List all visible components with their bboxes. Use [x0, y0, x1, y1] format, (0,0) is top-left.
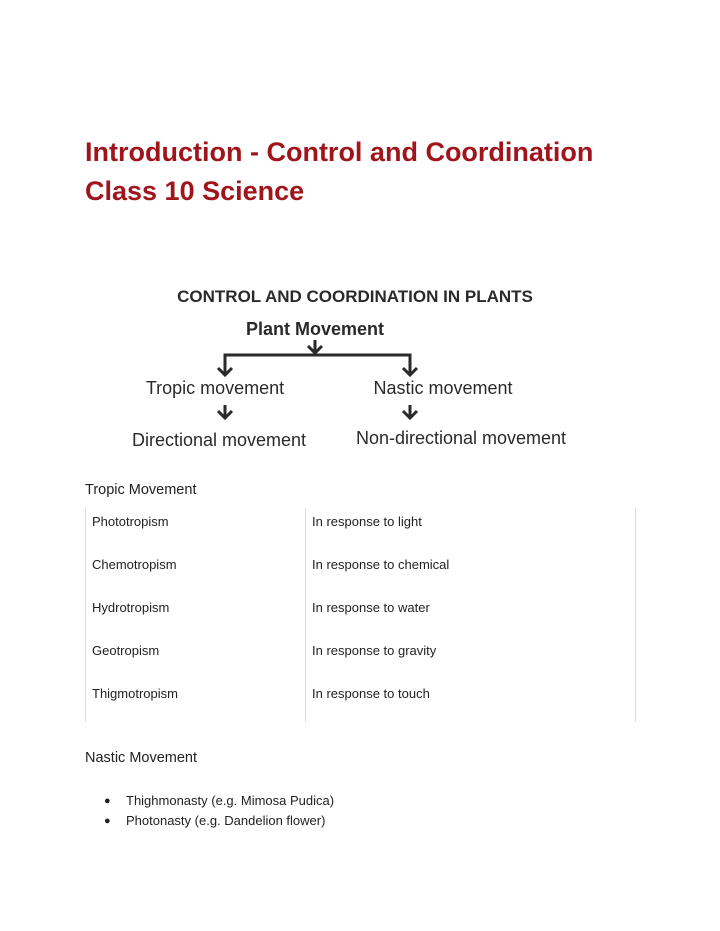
page-title: Introduction - Control and Coordination Class 10 Science [85, 137, 594, 206]
nastic-list [104, 791, 334, 831]
diagram-root: Plant Movement [245, 319, 385, 339]
bullet-icon: ● [104, 815, 111, 827]
diagram-right-branch: Nastic movement [373, 378, 513, 398]
nastic-movement-label: Nastic Movement [85, 750, 198, 766]
diagram-svg [110, 280, 600, 460]
tropism-response: In response to light [306, 508, 636, 551]
tropism-response: In response to touch [306, 680, 636, 722]
list-item-text: Thighmonasty (e.g. Mimosa Pudica) [126, 793, 335, 808]
tropic-table [85, 508, 636, 722]
diagram-heading: CONTROL AND COORDINATION IN PLANTS [177, 287, 533, 306]
diagram-right-leaf: Non-directional movement [355, 428, 567, 448]
plant-movement-diagram [110, 280, 600, 460]
tropism-type: Phototropism [86, 508, 306, 551]
list-item [104, 791, 334, 811]
tropism-type: Thigmotropism [86, 680, 306, 722]
tropism-type: Geotropism [86, 637, 306, 680]
tropism-type: Chemotropism [86, 551, 306, 594]
tropism-type: Hydrotropism [86, 594, 306, 637]
tropism-response: In response to water [306, 594, 636, 637]
tropism-response: In response to chemical [306, 551, 636, 594]
diagram-left-leaf: Directional movement [131, 430, 307, 450]
tropic-movement-label: Tropic Movement [85, 482, 197, 498]
table-row [86, 594, 636, 637]
tropism-response: In response to gravity [306, 637, 636, 680]
bullet-icon: ● [104, 795, 111, 807]
branch-connector [225, 355, 410, 375]
list-item-text: Photonasty (e.g. Dandelion flower) [126, 813, 326, 828]
table-row [86, 551, 636, 594]
table-row [86, 680, 636, 722]
table-row [86, 637, 636, 680]
list-item [104, 811, 334, 831]
table-row [86, 508, 636, 551]
diagram-left-branch: Tropic movement [145, 378, 285, 398]
